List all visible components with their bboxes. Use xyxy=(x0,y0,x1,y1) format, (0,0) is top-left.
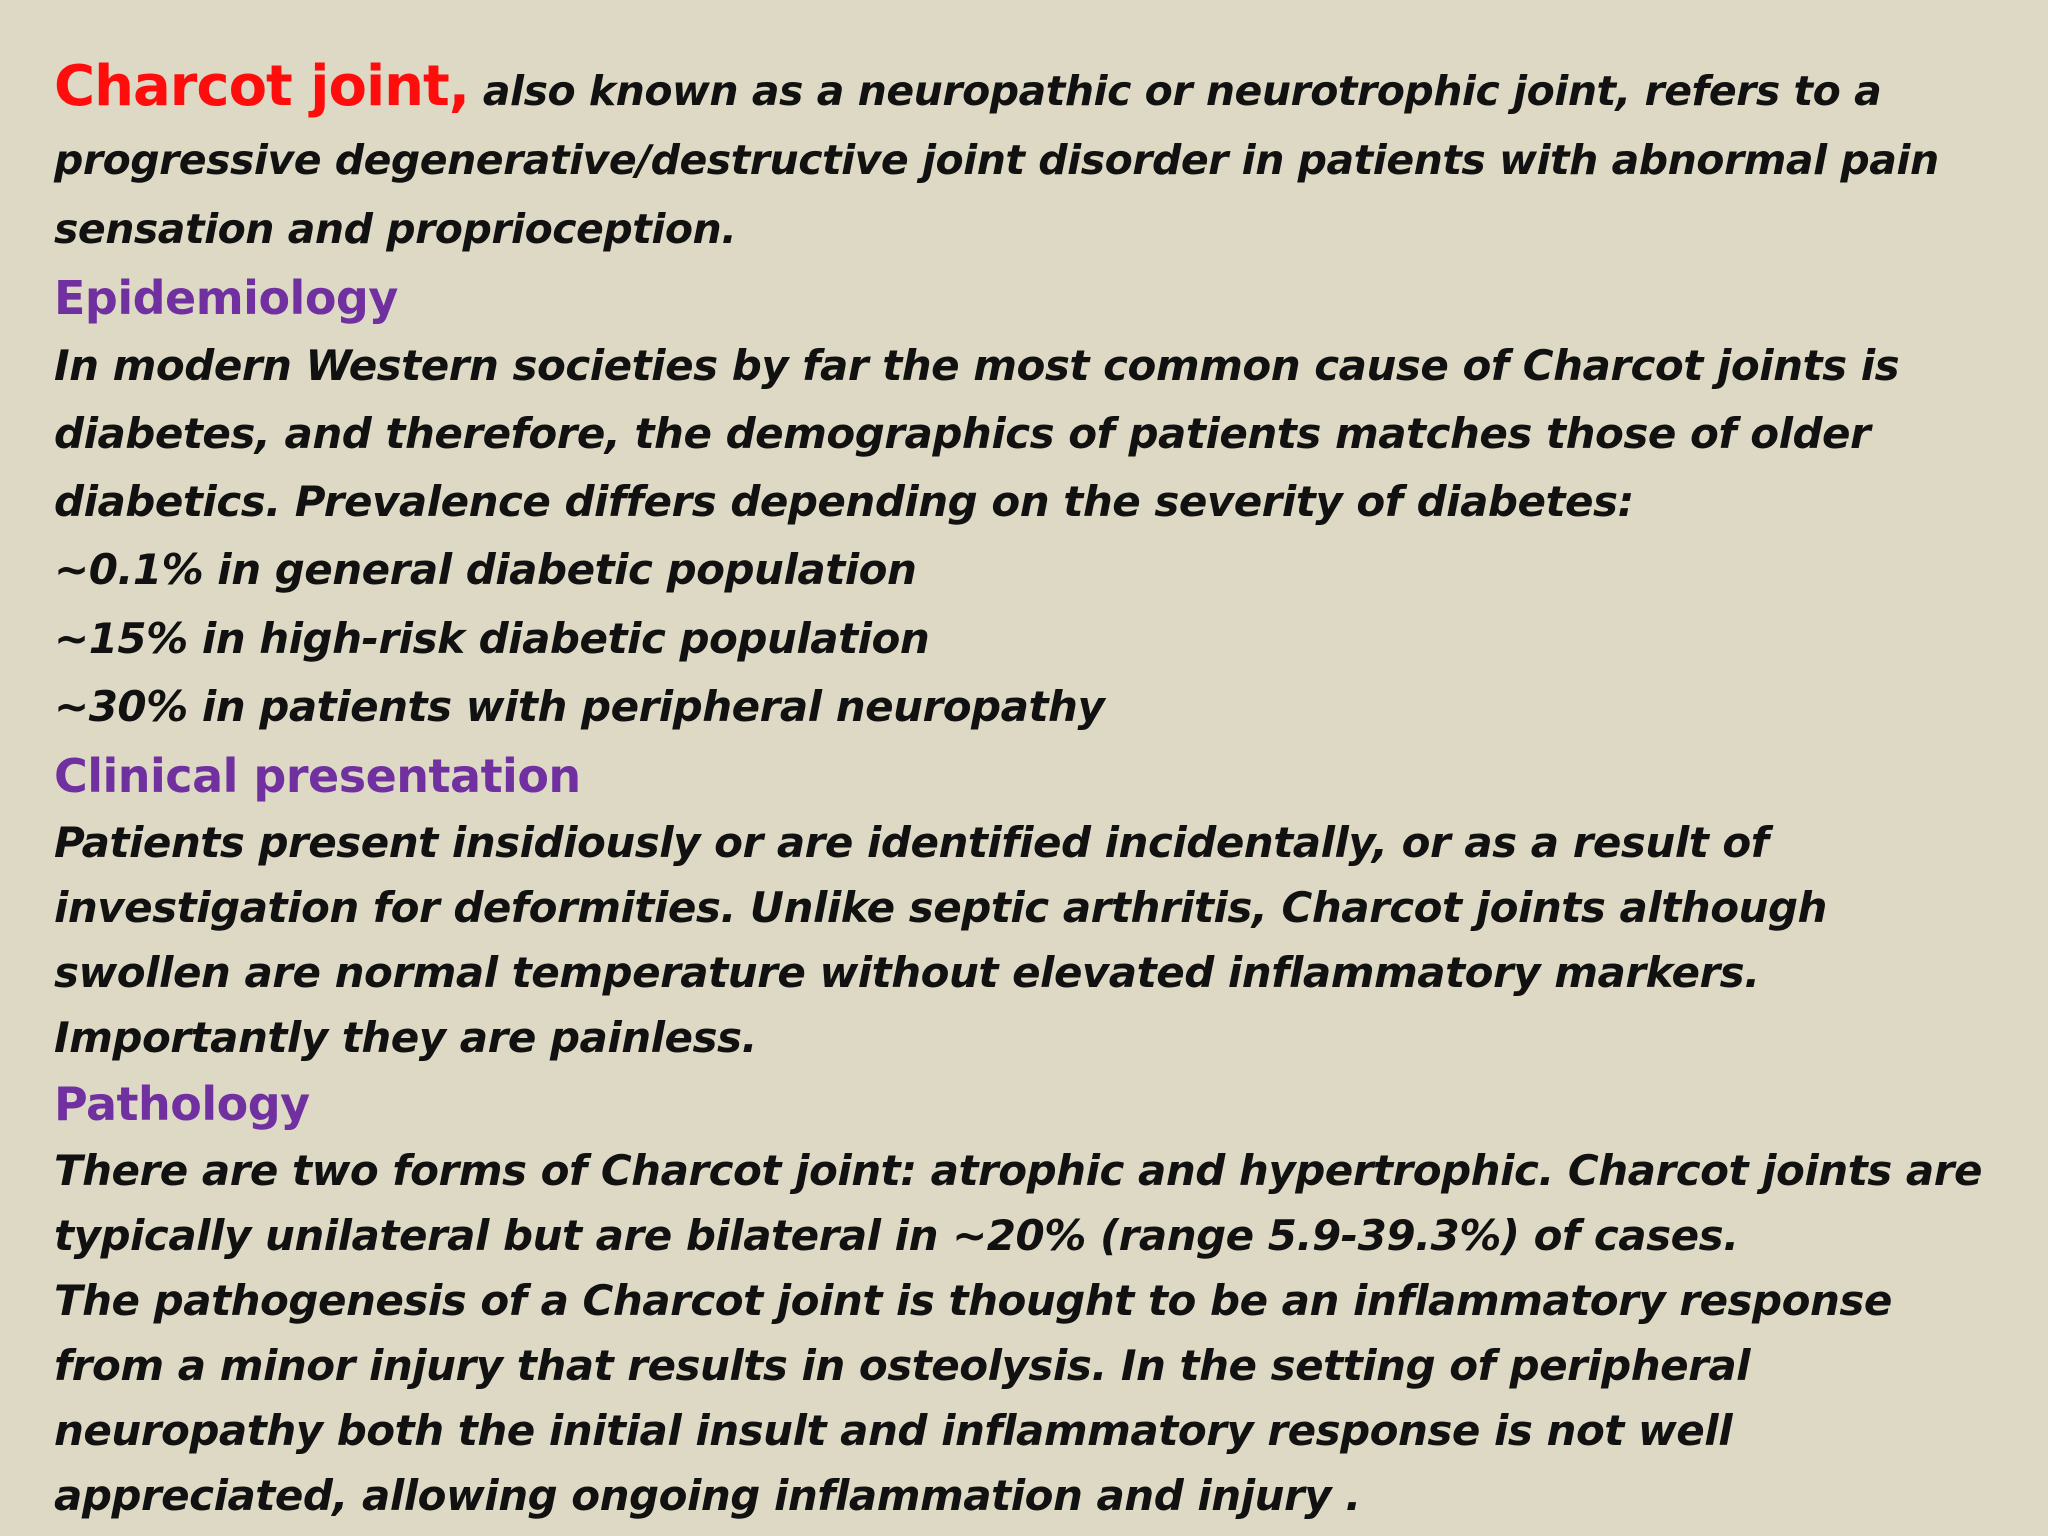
intro-text: also known as a neuropathic or neurotrophic joint, refers to a progressive degenerative/destructive joint disorder in patients with abnormal pain sensation and proprioception. xyxy=(54,67,1939,253)
clinical-text: Patients present insidiously or are identified incidentally, or as a result of investigation for deformities. Unlike septic arthritis, Charcot joints although swollen are normal temperature without elevated inflammatory markers. Importantly they are painless. xyxy=(54,817,1827,1062)
heading-clinical-presentation: Clinical presentation xyxy=(54,748,581,803)
pathology-text-pathogenesis: The pathogenesis of a Charcot joint is thought to be an inflammatory response from a minor injury that results in osteolysis. In the setting of peripheral neuropathy both the initial insult and inflammatory response is not well appreciated, allowing ongoing inflammation and injury . xyxy=(54,1275,1892,1520)
stat-line: ~0.1% in general diabetic population xyxy=(54,545,917,594)
stat-line: ~15% in high-risk diabetic population xyxy=(54,613,930,663)
epidemiology-text: In modern Western societies by far the most common cause of Charcot joints is diabetes, and therefore, the demographics of patients matches those of older diabetics. Prevalence differs depending on the severity of diabetes: xyxy=(54,341,1900,526)
heading-pathology: Pathology xyxy=(54,1076,310,1131)
heading-epidemiology: Epidemiology xyxy=(54,271,398,325)
pathology-text-forms: There are two forms of Charcot joint: atrophic and hypertrophic. Charcot joints are typically unilateral but are bilateral in ~20% (range 5.9-39.3%) of cases. xyxy=(54,1145,1982,1260)
slide-content xyxy=(54,52,2014,1528)
intro-paragraph xyxy=(54,52,2014,264)
title-term: Charcot joint, xyxy=(54,54,470,119)
stat-line: ~30% in patients with peripheral neuropathy xyxy=(54,682,1105,731)
